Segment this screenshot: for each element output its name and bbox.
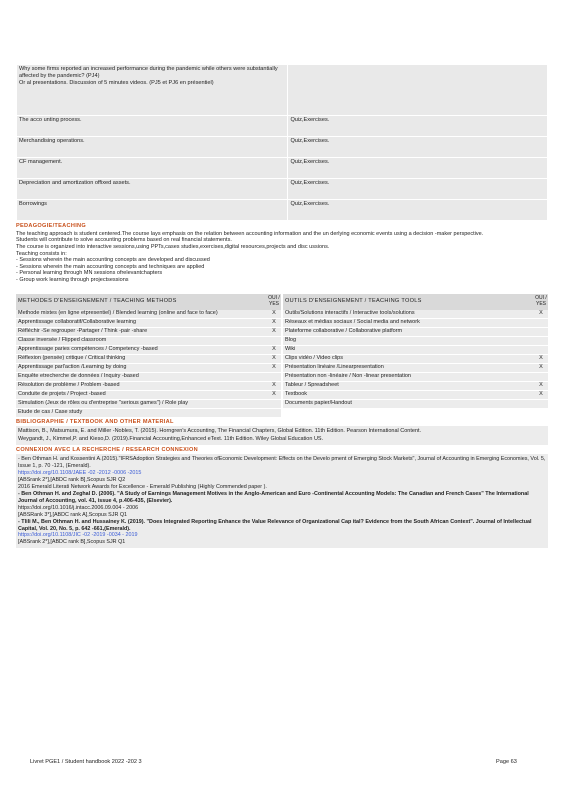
row-label: Plateforme collaborative / Collaborative platform [285, 327, 403, 334]
publication-1-rank: [ABSrank 2*],[ABDC rank B],Scopus SJR Q2 [18, 477, 126, 484]
pedagogy-line: - Sessions wherein the main accounting concepts and techniques are applied [16, 263, 205, 270]
tool-row [283, 319, 548, 328]
method-row [16, 373, 281, 382]
bibliography-title: BIBLIOGRAPHIE / TEXTBOOK AND OTHER MATERIAL [16, 418, 174, 425]
row-label: Etude de cas / Case study [18, 408, 83, 415]
yes-mark: X [539, 354, 543, 361]
publication-2-doi: https://doi.org/10.1016/j.intacc.2006.09.004 - 2006 [18, 504, 139, 511]
topic-row [17, 65, 548, 116]
method-row [16, 355, 281, 364]
yes-mark [534, 373, 548, 381]
tool-row [283, 355, 548, 364]
pedagogy-line: The course is organized into interactive sessions,using PPTs,cases studies,exercises,digital resources,projects and disc ussions. [16, 244, 330, 250]
yes-mark: X [539, 363, 543, 370]
method-row [16, 364, 281, 373]
page-number: Page 63 [496, 759, 517, 765]
row-label: Classe inversée / Flipped classroom [18, 336, 107, 343]
research-title: CONNEXION AVEC LA RECHERCHE / RESEARCH CONNEXION [16, 446, 199, 453]
topic-cell: Depreciation and amortization offixed assets. [17, 179, 288, 200]
topic-cell: The acco unting process. [17, 116, 288, 137]
methods-table [16, 294, 548, 418]
teaching-tools-header: OUTILS D'ENSEIGNEMENT / TEACHING TOOLS [285, 298, 422, 305]
row-label: Résolution de problème / Problem -based [18, 381, 120, 388]
topic-cell: Borrowings [17, 200, 288, 221]
publication-1-award: 2016 Emerald Literati Network Awards for Excellence - Emerald Publishing (Highly Commended paper ). [18, 484, 267, 491]
row-label: Apprentissage parl'action /Learning by doing [18, 363, 127, 370]
pedagogy-line: - Sessions wherein the main accounting concepts are developed and discussed [16, 257, 210, 264]
activity-cell: Quiz,Exercises. [288, 137, 548, 158]
yes-mark: X [272, 345, 276, 352]
pedagogy-line: The teaching approach is student centered.The course lays emphasis on the relation between accounting information and the un derlying economic events using a decision -maker perspective. [16, 230, 484, 237]
yes-mark [267, 373, 281, 381]
pedagogy-line: - Group work learning through projectsessions [16, 276, 129, 283]
topic-cell: CF management. [17, 158, 288, 179]
yes-mark: X [539, 390, 543, 397]
row-label: Enquête etrecherche de données / Inquiry -based [18, 372, 139, 379]
row-label: Wiki [285, 345, 296, 352]
method-row [16, 310, 281, 319]
row-label: Textbook [285, 390, 308, 397]
row-label: Conduite de projets / Project -based [18, 390, 106, 397]
yes-mark [267, 400, 281, 408]
yes-header: OUI / YES [268, 295, 280, 307]
row-label: Réflexion (pensée) critique / Critical thinking [18, 354, 126, 361]
topic-cell: Why some firms reported an increased performance during the pandemic while others were substantially affected by the pandemic? (PJ4) Or al presentations. Discussion of 5 minutes videos. (PJ5 et PJ6 en présentiel) [17, 65, 288, 116]
row-label: Blog [285, 336, 297, 343]
row-label: Simulation (Jeux de rôles ou d'entreprise "serious games") / Role play [18, 399, 189, 406]
pedagogy-line: Teaching consists in: [16, 250, 67, 257]
tool-row [283, 364, 548, 373]
tool-row [283, 337, 548, 346]
topic-cell: Merchandising operations. [17, 137, 288, 158]
tool-row [283, 310, 548, 319]
yes-mark [534, 400, 548, 408]
yes-mark [534, 319, 548, 327]
row-label: Tableur / Spreadsheet [285, 381, 339, 388]
yes-mark: X [272, 318, 276, 325]
publication-2-rank: [ABSRank 3*],[ABDC rank A],Scopus SJR Q1 [18, 511, 128, 518]
yes-mark: X [272, 354, 276, 361]
method-row [16, 346, 281, 355]
pedagogy-text [16, 231, 548, 284]
tool-row [283, 373, 548, 382]
yes-mark [534, 337, 548, 345]
method-row [16, 409, 281, 418]
yes-mark [267, 409, 281, 417]
topic-row [17, 179, 548, 200]
yes-mark [267, 337, 281, 345]
method-row [16, 337, 281, 346]
bibliography-entry: Weygandt, J., Kimmel,P. and Kieso,D. (2019).Financial Accounting,Enhanced eText. 11th Edition. Wiley Global Education US. [18, 435, 324, 442]
bibliography-entry: Mattison, B., Matsumura, E. and Miller -Nobles, T. (2015). Horngren's Accounting, The Financial Chapters, Global Edition. 11th Edition. Pearson International Content. [18, 428, 422, 435]
topic-row [17, 200, 548, 221]
pedagogy-line: - Personal learning through MN sessions ofrelevantchapters [16, 270, 163, 277]
yes-header: OUI / YES [535, 295, 547, 307]
yes-mark: X [272, 390, 276, 397]
activity-cell [288, 65, 548, 116]
teaching-tools-column [283, 294, 548, 418]
row-label: Outils/Solutions interactifs / Interactive tools/solutions [285, 309, 415, 316]
research-box [16, 454, 548, 548]
publication-3: - Tlili M., Ben Othman H. and Hussainey K. (2019). "Does Integrated Reporting Enhance the Value Relevance of Organizational Cap ital? Evidence from the South African Context". Journal of Intellectual Capital, Vol. 20, No. 5, p. 642 -661,(Emerald). [18, 518, 532, 532]
method-row [16, 400, 281, 409]
row-label: Présentation linéaire /Linearpresentation [285, 363, 384, 370]
publication-1: - Ben Othman H. and Kossentini A.(2015)."IFRSAdoption Strategies and Theories ofEconomic Development: Effects on the Develo pment of Emerging Stock Markets", Journal of Accounting in Emerging Economies, Vol. 5, Issue 1, p. 70 -121, (Emerald). [18, 456, 546, 470]
teaching-methods-header: METHODES D'ENSEIGNEMENT / TEACHING METHODS [18, 298, 177, 305]
topic-row [17, 116, 548, 137]
activity-cell: Quiz,Exercises. [288, 200, 548, 221]
tool-row [283, 382, 548, 391]
row-label: Apprentissage paries compétences / Competency -based [18, 345, 158, 352]
yes-mark: X [272, 363, 276, 370]
page [16, 64, 548, 548]
row-label: Methode mixtes (en ligne etpresentiel) / Blended learning (online and face to face) [18, 309, 218, 316]
row-label: Apprentissage collaboratif/Collaborative learning [18, 318, 137, 325]
activity-cell: Quiz,Exercises. [288, 158, 548, 179]
method-row [16, 382, 281, 391]
activity-cell: Quiz,Exercises. [288, 116, 548, 137]
topic-row [17, 158, 548, 179]
topics-table [16, 64, 548, 221]
yes-mark: X [272, 381, 276, 388]
row-label: Clips vidéo / Video clips [285, 354, 343, 361]
publication-1-link[interactable]: https://doi.org/10.1108/JAEE -02 -2012 -0006 -2015 [18, 470, 142, 477]
tool-row [283, 346, 548, 355]
pedagogy-line: Students will contribute to solve accounting problems based on real financial statements. [16, 237, 232, 244]
tool-row [283, 328, 548, 337]
tool-row [283, 400, 548, 409]
teaching-methods-column [16, 294, 283, 418]
yes-mark [534, 328, 548, 336]
topic-row [17, 137, 548, 158]
row-label: Réfléchir -Se regrouper -Partager / Think -pair -share [18, 327, 148, 334]
row-label: Réseaux et médias sociaux / Social media and network [285, 318, 420, 325]
yes-mark: X [272, 309, 276, 316]
row-label: Présentation non -linéaire / Non -linear presentation [285, 372, 411, 379]
method-row [16, 319, 281, 328]
publication-2: - Ben Othman H. and Zeghal D. (2006). "A Study of Earnings Management Motives in the Anglo-American and Euro -Continental Accounting Models: The Canadian and French Cases" The International Journal of Accounting, vol. 41, issue 4, p.406-435, (Elsevier). [18, 491, 529, 504]
yes-mark: X [272, 327, 276, 334]
tool-row [283, 391, 548, 400]
activity-cell: Quiz,Exercises. [288, 179, 548, 200]
bibliography-section [16, 419, 548, 445]
yes-mark: X [539, 309, 543, 316]
yes-mark [534, 346, 548, 354]
method-row [16, 391, 281, 400]
method-row [16, 328, 281, 337]
pedagogy-title: PEDAGOGIE/TEACHING [16, 223, 87, 229]
row-label: Documents papier/Handout [285, 399, 352, 406]
publication-3-rank: [ABSrank 2*],[ABDC rank B],Scopus SJR Q1 [18, 539, 126, 546]
footer-handbook: Livret PGE1 / Student handbook 2022 -202 3 [30, 759, 142, 765]
publication-3-link[interactable]: https://doi.org/10.1108/JIC -02 -2019 -0034 - 2019 [18, 532, 138, 539]
yes-mark: X [539, 381, 543, 388]
